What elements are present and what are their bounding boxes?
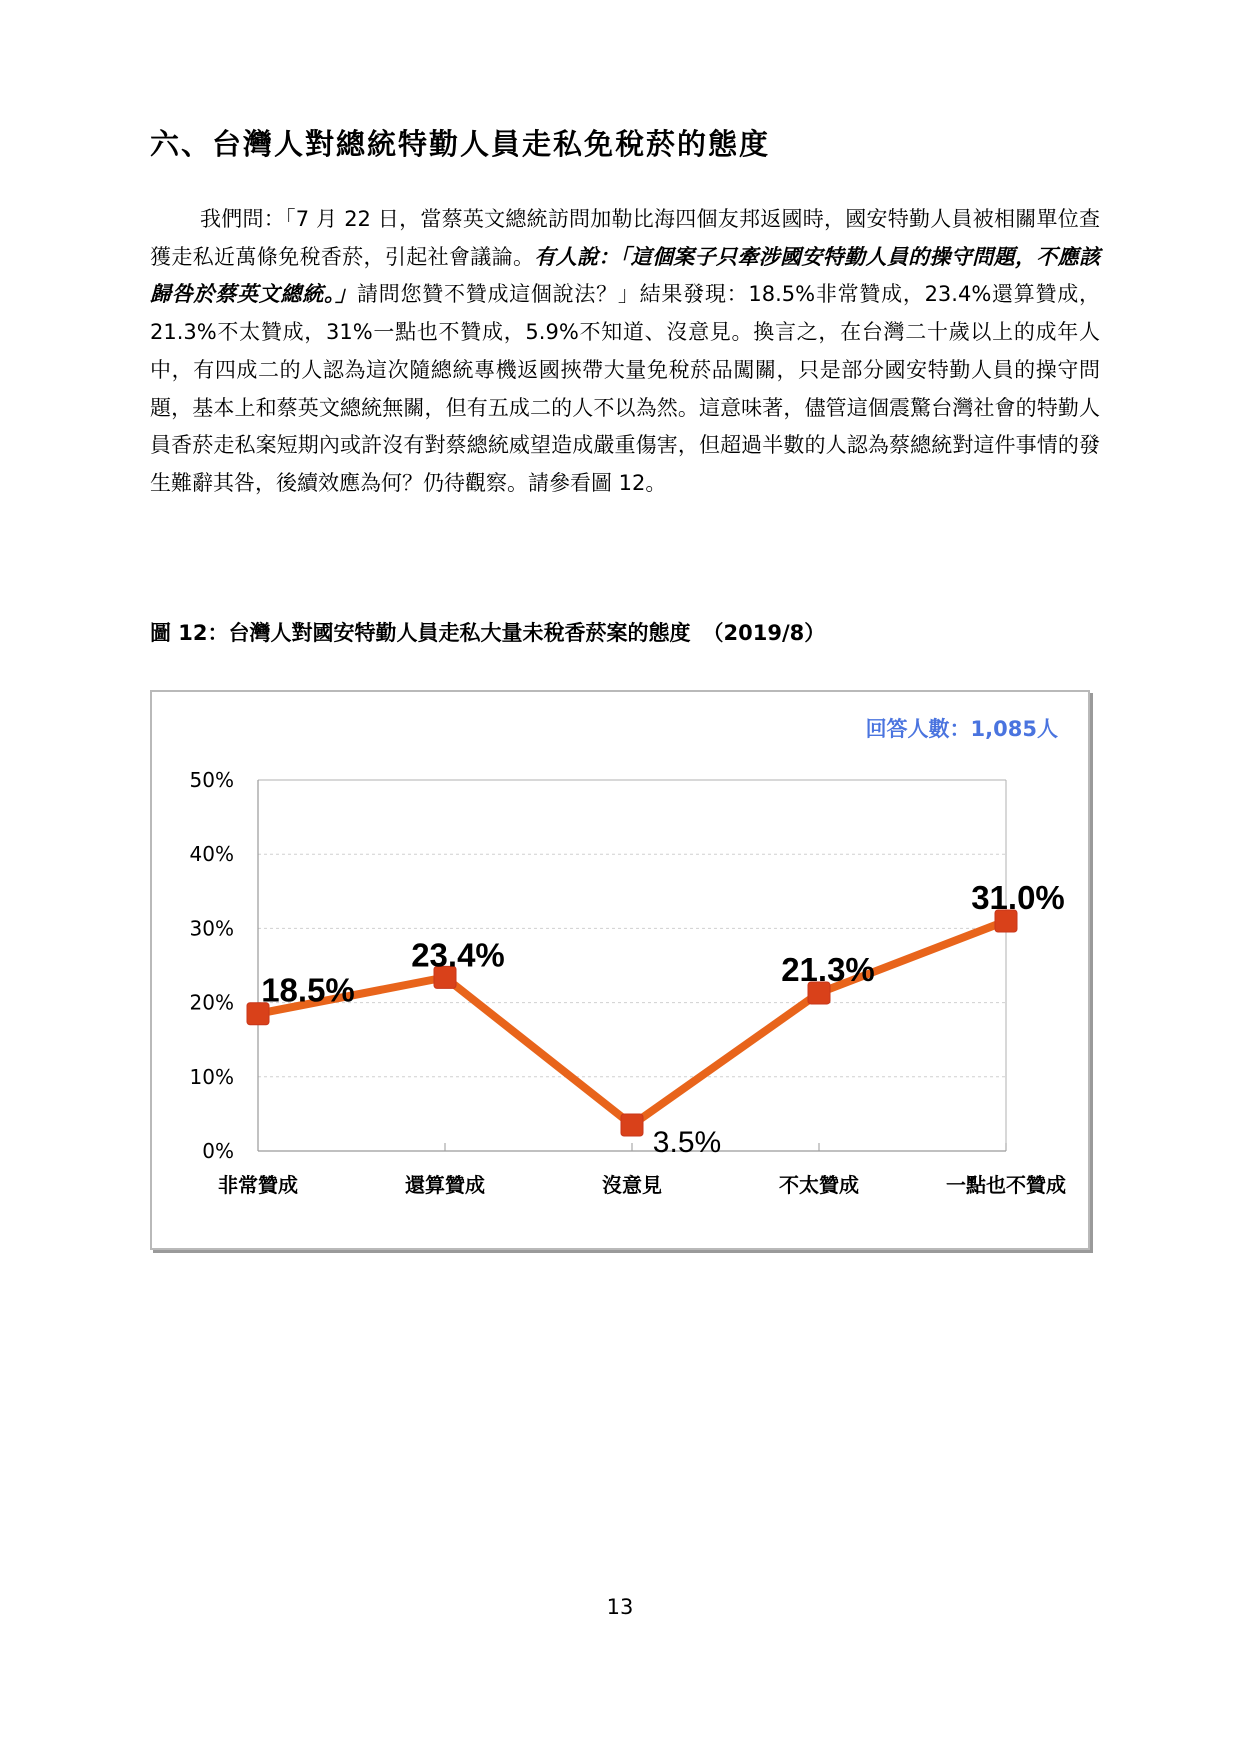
x-tick-label: 不太贊成 bbox=[779, 1173, 859, 1197]
x-tick-label: 沒意見 bbox=[602, 1173, 662, 1197]
y-tick-label: 20% bbox=[189, 990, 234, 1015]
x-tick-label: 還算贊成 bbox=[405, 1173, 485, 1197]
paragraph-emphasis: 有人說：「這個案子只牽涉國安特勤人員的操守問題，不應該歸咎於蔡英文總統。」 bbox=[150, 244, 1101, 307]
x-tick-label: 非常贊成 bbox=[218, 1173, 298, 1197]
body-paragraph bbox=[150, 201, 1100, 503]
data-label: 3.5% bbox=[652, 1126, 722, 1160]
section-title: 六、台灣人對總統特勤人員走私免稅菸的態度 bbox=[150, 127, 771, 161]
y-tick-label: 10% bbox=[189, 1064, 234, 1089]
y-tick-label: 50% bbox=[189, 768, 234, 792]
figure-caption-date: （2019/8） bbox=[702, 621, 826, 645]
y-tick-label: 40% bbox=[189, 842, 234, 867]
data-point-marker bbox=[621, 1114, 643, 1136]
page-number: 13 bbox=[606, 1595, 634, 1619]
series-line bbox=[258, 921, 1006, 1125]
line-chart bbox=[152, 692, 1088, 1248]
figure-caption-label: 圖 12：台灣人對國安特勤人員走私大量未稅香菸案的態度 bbox=[150, 621, 691, 645]
figure-caption bbox=[150, 617, 825, 647]
data-label: 21.3% bbox=[781, 950, 875, 988]
data-label: 18.5% bbox=[261, 971, 355, 1009]
chart-frame bbox=[150, 690, 1090, 1250]
y-tick-label: 30% bbox=[189, 916, 234, 941]
x-tick-label: 一點也不贊成 bbox=[946, 1173, 1066, 1197]
respondent-count: 回答人數：1,085人 bbox=[865, 717, 1058, 741]
paragraph-part-1: 我們問：「7 月 22 日，當蔡英文總統訪問加勒比海四個友邦返國時，國安特勤人員被相關單位查獲走私近萬條免稅香菸，引起社會議論。 bbox=[150, 207, 1100, 269]
data-label: 31.0% bbox=[971, 878, 1065, 916]
paragraph-part-2: 請問您贊不贊成這個說法？」結果發現：18.5%非常贊成，23.4%還算贊成，21.3%不太贊成，31%一點也不贊成，5.9%不知道、沒意見。換言之，在台灣二十歲以上的成年人中，有四成二的人認為這次隨總統專機返國挾帶大量免稅菸品闖關，只是部分國安特勤人員的操守問題，基本上和蔡英文總統無關，但有五成二的人不以為然。這意味著，儘管這個震驚台灣社會的特勤人員香菸走私案短期內或許沒有對蔡總統威望造成嚴重傷害，但超過半數的人認為蔡總統對這件事情的發生難辭其咎，後續效應為何？仍待觀察。請參看圖 12。 bbox=[150, 282, 1101, 495]
y-tick-label: 0% bbox=[202, 1139, 234, 1163]
data-label: 23.4% bbox=[411, 936, 505, 974]
